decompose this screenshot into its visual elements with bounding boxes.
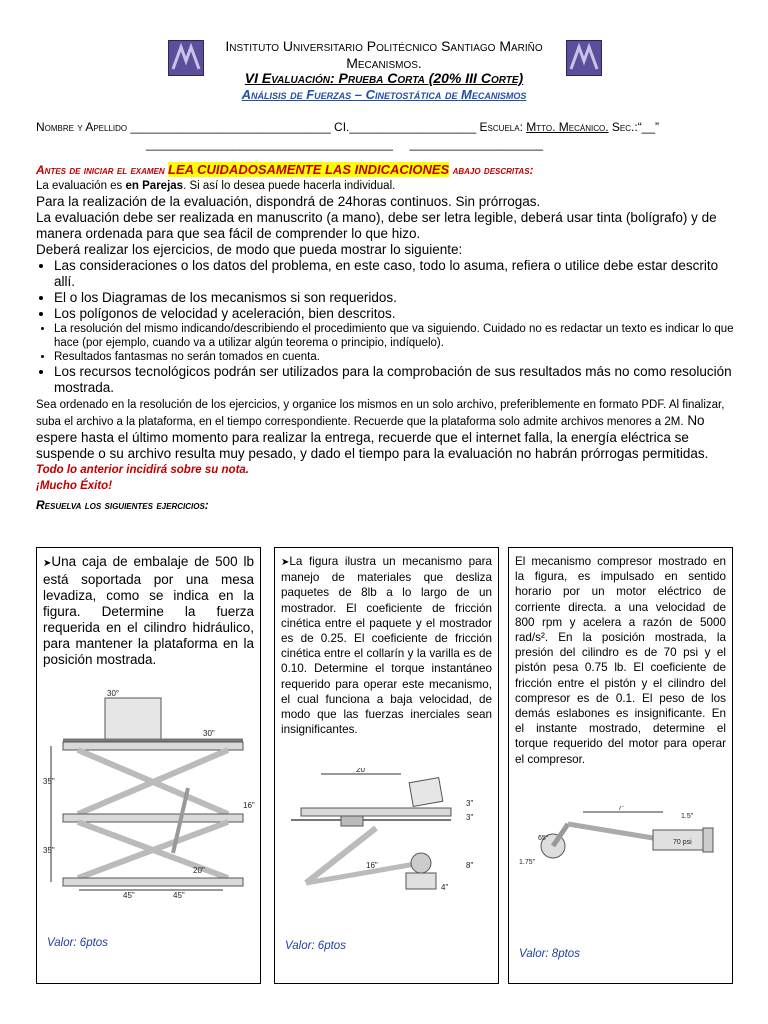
package-shape (409, 778, 443, 807)
fig-label: 35" (43, 846, 55, 855)
scissor-lift-figure (43, 688, 255, 898)
fig-label: 3" (466, 813, 474, 822)
student-info-row-2 (146, 137, 543, 151)
list-item: • Los recursos tecnológicos podrán ser utilizados para la comprobación de sus resultados más no como resolución mostrada. (54, 364, 736, 396)
fig-label: 3" (466, 799, 474, 808)
exercise-3-value: Valor: 8ptos (519, 948, 580, 960)
arrow-bullet-icon: ➤ (281, 557, 290, 568)
list-item: • Resultados fantasmas no serán tomados en cuenta. (54, 350, 736, 364)
upload-instruction: Sea ordenado en la resolución de los ejercicios, y organice los mismos en un solo archivo, preferiblemente en formato PDF. Al finalizar, suba el archivo a la plataforma, en el tiempo correspondiente. Recuerde que la plataforma solo admite archivos menores a 2M. (36, 399, 725, 428)
school-value: Mtto. Mecánico. (526, 120, 609, 134)
topic-title: Análisis de Fuerzas – Cinetostática de Mecanismos (241, 87, 527, 102)
ci-label: CI. (334, 120, 350, 134)
list-item: • La resolución del mismo indicando/describiendo el procedimiento que va siguiendo. Cuidado no es redactar un texto es indicar lo que hace (por ejemplo, cuando va a utilizar algún teorema o principio, indíquelo). (54, 322, 736, 350)
exercise-1 (36, 547, 261, 984)
fig-label: 16" (366, 861, 378, 870)
name-line-2: _____________________________________ (146, 137, 393, 151)
list-item: • El o los Diagramas de los mecanismos si son requeridos. (54, 290, 736, 306)
fig-label: 8" (466, 861, 474, 870)
instructions-lead-end: abajo descritas: (452, 163, 534, 177)
exercise-3 (508, 547, 733, 984)
fig-label: 45" (123, 891, 135, 898)
fig-label: 30° (107, 689, 120, 698)
fig-label: 65° (538, 835, 549, 842)
section-label: Sec.: (611, 120, 638, 134)
exercise-3-text: El mecanismo compresor mostrado en la figura, es impulsado en sentido horario por un motor eléctrico de corriente directa. a una velocidad de 800 rpm y acelera a razón de 5000 rad/s². En la posición mostrada, la presión del cilindro es de 70 psi y el pistón pesa 0.75 lb. El coeficiente de fricción entre el pistón y el cilindro del compresor es de 0.1. El peso de los demás eslabones es insignificante. En el instante mostrado, determine el torque requerido del motor para operar el compresor. (515, 555, 726, 766)
fig-label: 45" (173, 891, 185, 898)
subject-name: Mecanismos. (346, 55, 422, 71)
name-label: Nombre y Apellido (36, 120, 128, 134)
good-luck: ¡Mucho Éxito! (36, 480, 113, 492)
time-instruction: Para la realización de la evaluación, dispondrá de 24horas continuos. Sin prórrogas. (36, 194, 541, 209)
name-line: ______________________________ (130, 120, 331, 134)
ci-line: ___________________ (349, 120, 477, 134)
ci-line-2: ____________________ (409, 137, 544, 151)
show-instruction: Deberá realizar los ejercicios, de modo que pueda mostrar lo siguiente: (36, 242, 463, 257)
fig-label: 20" (356, 768, 368, 774)
exercise-2-value: Valor: 6ptos (285, 940, 346, 952)
evaluation-title: VI Evaluación: Prueba Corta (20% III Corte) (244, 70, 524, 86)
deadline-warning: No espere hasta el último momento para realizar la entrega, recuerde que el internet falla, la energía eléctrica se suspende o su archivo resulta muy pesado, y dado el tiempo para la evaluación no habrán prórrogas permitidas. (36, 413, 709, 461)
exercises-title: Resuelva los siguientes ejercicios: (36, 498, 209, 512)
exercise-2-text: La figura ilustra un mecanismo para manejo de materiales que desliza paquetes de 8lb a lo largo de un mostrador. El coeficiente de fricción cinética entre el paquete y el mostrador es de 0.25. El coeficiente de fricción cinética entre el collarín y la varilla es de 0.10. Determine el torque instantáneo requerido para operar este mecanismo, el cual funciona a baja velocidad, de modo que las fuerzas inerciales sean insignificantes. (281, 555, 492, 737)
instructions (36, 162, 736, 494)
fig-label: 35" (43, 777, 55, 786)
instructions-lead: Antes de iniciar el examen (36, 163, 165, 177)
compressor-figure (513, 806, 728, 876)
fig-label: 1.5" (681, 813, 694, 820)
fig-label: 1.75" (519, 859, 536, 866)
fig-label: 30" (203, 729, 215, 738)
pairs-text-b: . Si así lo desea puede hacerla individual. (183, 180, 396, 192)
handwriting-instruction: La evaluación debe ser realizada en manuscrito (a mano), debe ser letra legible, deberá usar tinta (bolígrafo) y de manera ordenada para que sea fácil de comprender lo que hizo. (36, 210, 717, 241)
fig-label: 20" (193, 866, 205, 875)
crate-shape (105, 698, 161, 740)
student-info-row (36, 120, 659, 134)
requirements-list (36, 258, 736, 396)
school-label: Escuela: (479, 120, 523, 134)
fig-label: 7" (618, 806, 625, 812)
list-item: • Los polígonos de velocidad y aceleración, bien descritos. (54, 306, 736, 322)
list-item: • Las consideraciones o los datos del problema, en este caso, todo lo asuma, refiera o utilice debe estar descrito allí. (54, 258, 736, 290)
instructions-highlight: LEA CUIDADOSAMENTE LAS INDICACIONES (168, 162, 450, 177)
pairs-text-bold: en Parejas (125, 180, 184, 192)
grade-warning: Todo lo anterior incidirá sobre su nota. (36, 464, 249, 476)
section-value: “__” (637, 120, 660, 134)
pairs-text-a: La evaluación es (36, 180, 123, 192)
arrow-bullet-icon: ➤ (43, 558, 52, 569)
fig-label: 16" (243, 801, 255, 810)
exercise-1-text: Una caja de embalaje de 500 lb está soportada por una mesa levadiza, como se indica en la figura. Determine la fuerza requerida en el cilindro hidráulico, para mantener la plataforma en la posición mostrada. (43, 554, 254, 667)
exercise-1-value: Valor: 6ptos (47, 937, 108, 949)
fig-label: 4" (441, 883, 449, 892)
fig-label: 70 psi (673, 839, 692, 846)
institute-name: Instituto Universitario Politécnico Santiago Mariño (225, 38, 543, 54)
material-handling-figure (281, 768, 493, 898)
exercise-2 (274, 547, 499, 984)
